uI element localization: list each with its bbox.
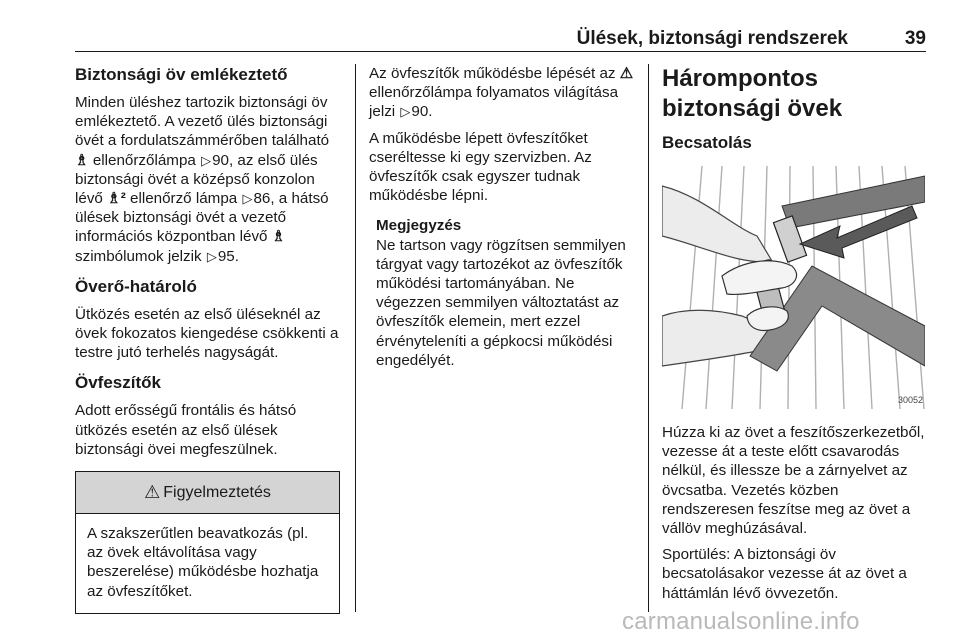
column-divider-1 <box>355 64 356 612</box>
belt-reminder-heading: Biztonsági öv emlékeztető <box>75 65 288 84</box>
seatbelt-illustration-svg <box>662 166 925 409</box>
header-rule <box>75 51 926 52</box>
column-right <box>662 64 928 603</box>
page-reference-link[interactable]: 90 <box>411 103 429 121</box>
warning-title: Figyelmeztetés <box>163 483 271 501</box>
reference-arrow-icon: ▷ <box>206 248 217 264</box>
warning-text: A szakszerűtlen beavatkozás (pl. az övek eltávolítása vagy beszerelése) működésbe hozhatja az övfeszítőket. <box>87 525 319 600</box>
column-middle <box>369 64 639 370</box>
note-block <box>376 216 639 370</box>
page-reference-link[interactable]: 90 <box>212 151 229 169</box>
chapter-title: Ülések, biztonsági rendszerek <box>576 28 848 49</box>
fastening-instructions: Húzza ki az övet a feszítőszerkezetből, vezesse át a teste előtt csavarodás nélkül, és illessze be a zárnyelvet az övcsatba. Vezetés közben rendszeresen feszítse meg az övet a vállöv meghúzásával. <box>662 424 925 538</box>
note-text: Ne tartson vagy rögzítsen semmilyen tárgyat vagy tartozékot az övfeszítők működési tartományában. Ne végezzen semmilyen változtatást az övfeszítők elemein, mert ezzel érvényteleníti a gépkocsi működési engedélyét. <box>376 236 626 369</box>
warning-box <box>75 471 340 614</box>
reference-arrow-icon: ▷ <box>242 191 253 207</box>
page-number: 39 <box>904 28 926 49</box>
seatbelt-icon: ♗² <box>107 190 126 208</box>
tensioner-activation-text: Az övfeszítők működésbe lépését az ⚠ ellenőrzőlámpa folyamatos világítása jelzi ▷90. <box>369 65 634 121</box>
seatbelt-illustration <box>662 166 925 409</box>
page-reference-link[interactable]: 86 <box>253 190 271 208</box>
seatbelt-icon: ♗ <box>271 228 286 246</box>
figure-number: 30052 <box>897 395 923 405</box>
column-left <box>75 64 343 614</box>
warning-triangle-icon: ⚠ <box>144 482 161 503</box>
page-header <box>0 0 960 52</box>
tensioner-replace-text: A működésbe lépett övfeszítőket cseréltesse ki egy szervizben. Az övfeszítők csak egyszer tudnak működésbe lépni. <box>369 129 592 205</box>
fastening-heading: Becsatolás <box>662 133 752 152</box>
section-title: Hárompontos biztonsági övek <box>662 65 843 122</box>
seatbelt-icon: ♗ <box>75 151 89 169</box>
column-divider-2 <box>648 64 649 612</box>
belt-reminder-text: Minden üléshez tartozik biztonsági öv emlékeztető. A vezető ülés biztonsági övét a fordulatszámmérőben található ♗ ellenőrzőlámpa ▷90, az első ülés biztonsági övét a középső konzolon lévő ♗² ellenőrző lámpa ▷86, a hátsó ülések biztonsági övét a vezető információs központban lévő ♗ szimbólumok jelzik ▷95. <box>75 94 330 265</box>
watermark: carmanualsonline.info <box>622 608 860 635</box>
limiter-text: Ütközés esetén az első üléseknél az övek fokozatos kiengedése csökkenti a testre jutó terhelés nagyságát. <box>75 305 339 362</box>
limiter-heading: Överő-határoló <box>75 276 197 296</box>
warning-header <box>76 472 339 514</box>
tensioner-heading: Övfeszítők <box>75 373 161 393</box>
airbag-warning-icon: ⚠ <box>619 65 634 82</box>
note-title: Megjegyzés <box>376 217 462 235</box>
sport-seat-text: Sportülés: A biztonsági öv becsatolásakor vezesse át az övet a háttámlán lévő övvezetőn. <box>662 546 907 602</box>
reference-arrow-icon: ▷ <box>400 104 411 120</box>
tensioner-text: Adott erősségű frontális és hátsó ütközés esetén az első ülések biztonsági övei megfeszülnek. <box>75 402 297 458</box>
reference-arrow-icon: ▷ <box>201 152 212 168</box>
page-reference-link[interactable]: 95 <box>217 247 235 265</box>
